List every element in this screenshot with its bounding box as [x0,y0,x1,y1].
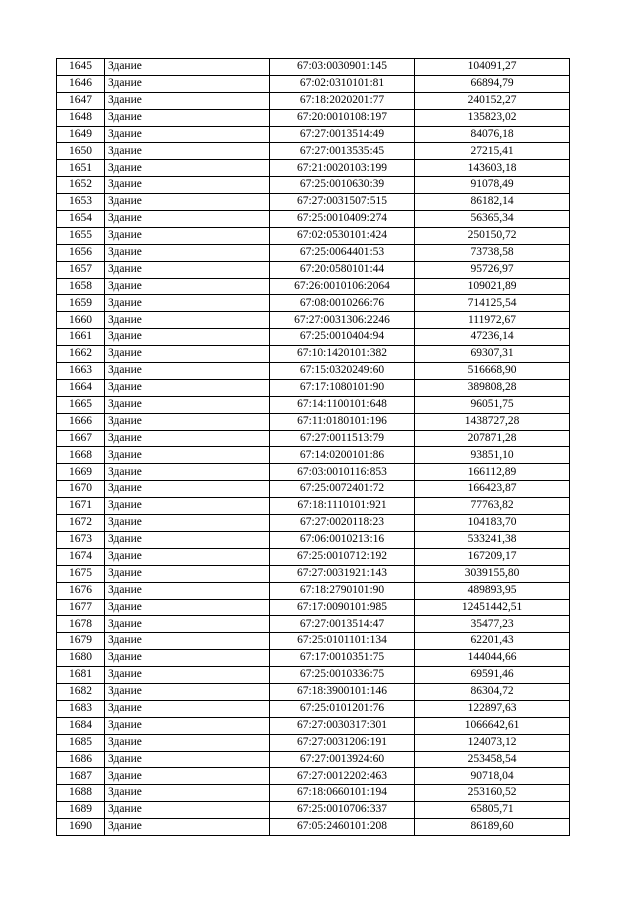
row-number-cell: 1680 [57,650,105,667]
cadastral-value-cell: 104183,70 [415,515,570,532]
cadastral-value-cell: 93851,10 [415,447,570,464]
object-type-cell: Здание [105,498,270,515]
cadastral-number-cell: 67:17:1080101:90 [270,379,415,396]
cadastral-value-cell: 250150,72 [415,227,570,244]
row-number-cell: 1682 [57,683,105,700]
row-number-cell: 1688 [57,785,105,802]
cadastral-value-cell: 714125,54 [415,295,570,312]
table-row [57,447,570,464]
table-row [57,278,570,295]
cadastral-value-cell: 516668,90 [415,363,570,380]
row-number-cell: 1684 [57,717,105,734]
table-row [57,194,570,211]
cadastral-number-cell: 67:25:0010706:337 [270,802,415,819]
row-number-cell: 1646 [57,75,105,92]
cadastral-value-cell: 124073,12 [415,734,570,751]
cadastral-value-cell: 95726,97 [415,261,570,278]
row-number-cell: 1653 [57,194,105,211]
row-number-cell: 1674 [57,548,105,565]
cadastral-number-cell: 67:25:0010712:192 [270,548,415,565]
table-row [57,346,570,363]
object-type-cell: Здание [105,227,270,244]
table-row [57,430,570,447]
row-number-cell: 1671 [57,498,105,515]
cadastral-number-cell: 67:10:1420101:382 [270,346,415,363]
cadastral-value-cell: 143603,18 [415,160,570,177]
row-number-cell: 1656 [57,244,105,261]
cadastral-number-cell: 67:08:0010266:76 [270,295,415,312]
cadastral-number-cell: 67:21:0020103:199 [270,160,415,177]
cadastral-number-cell: 67:25:0010404:94 [270,329,415,346]
cadastral-value-cell: 66894,79 [415,75,570,92]
cadastral-value-cell: 166112,89 [415,464,570,481]
cadastral-number-cell: 67:27:0013535:45 [270,143,415,160]
table-row [57,734,570,751]
cadastral-value-cell: 1066642,61 [415,717,570,734]
table-row [57,379,570,396]
table-row [57,548,570,565]
row-number-cell: 1665 [57,396,105,413]
cadastral-value-cell: 104091,27 [415,59,570,76]
object-type-cell: Здание [105,515,270,532]
table-row [57,59,570,76]
object-type-cell: Здание [105,75,270,92]
cadastral-number-cell: 67:25:0010409:274 [270,211,415,228]
cadastral-number-cell: 67:27:0030317:301 [270,717,415,734]
object-type-cell: Здание [105,819,270,836]
cadastral-number-cell: 67:20:0010108:197 [270,109,415,126]
cadastral-value-cell: 489893,95 [415,582,570,599]
row-number-cell: 1683 [57,700,105,717]
cadastral-number-cell: 67:27:0013514:49 [270,126,415,143]
object-type-cell: Здание [105,430,270,447]
cadastral-number-cell: 67:02:0530101:424 [270,227,415,244]
row-number-cell: 1668 [57,447,105,464]
row-number-cell: 1659 [57,295,105,312]
table-row [57,768,570,785]
object-type-cell: Здание [105,160,270,177]
object-type-cell: Здание [105,396,270,413]
cadastral-value-cell: 144044,66 [415,650,570,667]
cadastral-number-cell: 67:25:0010336:75 [270,667,415,684]
object-type-cell: Здание [105,616,270,633]
cadastral-value-cell: 91078,49 [415,177,570,194]
cadastral-number-cell: 67:25:0072401:72 [270,481,415,498]
table-row [57,396,570,413]
row-number-cell: 1654 [57,211,105,228]
cadastral-number-cell: 67:27:0013924:60 [270,751,415,768]
object-type-cell: Здание [105,785,270,802]
table-row [57,683,570,700]
row-number-cell: 1655 [57,227,105,244]
row-number-cell: 1679 [57,633,105,650]
table-row [57,802,570,819]
cadastral-register-table [56,58,570,836]
cadastral-value-cell: 62201,43 [415,633,570,650]
cadastral-value-cell: 86189,60 [415,819,570,836]
object-type-cell: Здание [105,126,270,143]
cadastral-value-cell: 253160,52 [415,785,570,802]
cadastral-value-cell: 77763,82 [415,498,570,515]
cadastral-number-cell: 67:18:2020201:77 [270,92,415,109]
table-row [57,599,570,616]
table-row [57,126,570,143]
row-number-cell: 1681 [57,667,105,684]
row-number-cell: 1687 [57,768,105,785]
table-row [57,363,570,380]
object-type-cell: Здание [105,143,270,160]
row-number-cell: 1648 [57,109,105,126]
row-number-cell: 1677 [57,599,105,616]
object-type-cell: Здание [105,211,270,228]
cadastral-value-cell: 207871,28 [415,430,570,447]
object-type-cell: Здание [105,582,270,599]
object-type-cell: Здание [105,650,270,667]
object-type-cell: Здание [105,751,270,768]
object-type-cell: Здание [105,59,270,76]
object-type-cell: Здание [105,363,270,380]
cadastral-value-cell: 533241,38 [415,531,570,548]
cadastral-number-cell: 67:25:0101201:76 [270,700,415,717]
cadastral-value-cell: 86304,72 [415,683,570,700]
row-number-cell: 1686 [57,751,105,768]
row-number-cell: 1660 [57,312,105,329]
object-type-cell: Здание [105,109,270,126]
row-number-cell: 1669 [57,464,105,481]
cadastral-value-cell: 27215,41 [415,143,570,160]
cadastral-number-cell: 67:05:2460101:208 [270,819,415,836]
row-number-cell: 1689 [57,802,105,819]
cadastral-number-cell: 67:18:3900101:146 [270,683,415,700]
cadastral-number-cell: 67:17:0010351:75 [270,650,415,667]
cadastral-number-cell: 67:06:0010213:16 [270,531,415,548]
table-row [57,667,570,684]
cadastral-number-cell: 67:03:0030901:145 [270,59,415,76]
table-row [57,481,570,498]
cadastral-number-cell: 67:03:0010116:853 [270,464,415,481]
object-type-cell: Здание [105,667,270,684]
row-number-cell: 1658 [57,278,105,295]
cadastral-number-cell: 67:02:0310101:81 [270,75,415,92]
cadastral-number-cell: 67:11:0180101:196 [270,413,415,430]
table-row [57,177,570,194]
row-number-cell: 1670 [57,481,105,498]
table-row [57,109,570,126]
table-row [57,633,570,650]
cadastral-value-cell: 47236,14 [415,329,570,346]
cadastral-value-cell: 253458,54 [415,751,570,768]
cadastral-number-cell: 67:27:0012202:463 [270,768,415,785]
table-row [57,819,570,836]
table-row [57,160,570,177]
object-type-cell: Здание [105,244,270,261]
cadastral-value-cell: 56365,34 [415,211,570,228]
object-type-cell: Здание [105,312,270,329]
table-row [57,413,570,430]
row-number-cell: 1662 [57,346,105,363]
table-body [57,59,570,836]
object-type-cell: Здание [105,194,270,211]
object-type-cell: Здание [105,599,270,616]
object-type-cell: Здание [105,481,270,498]
object-type-cell: Здание [105,768,270,785]
cadastral-number-cell: 67:27:0011513:79 [270,430,415,447]
table-row [57,92,570,109]
table-row [57,751,570,768]
row-number-cell: 1685 [57,734,105,751]
cadastral-value-cell: 135823,02 [415,109,570,126]
table-row [57,498,570,515]
cadastral-value-cell: 73738,58 [415,244,570,261]
object-type-cell: Здание [105,717,270,734]
table-row [57,261,570,278]
table-row [57,650,570,667]
cadastral-value-cell: 69307,31 [415,346,570,363]
row-number-cell: 1651 [57,160,105,177]
cadastral-number-cell: 67:26:0010106:2064 [270,278,415,295]
row-number-cell: 1666 [57,413,105,430]
row-number-cell: 1678 [57,616,105,633]
cadastral-number-cell: 67:18:0660101:194 [270,785,415,802]
row-number-cell: 1675 [57,565,105,582]
table-row [57,143,570,160]
table-row [57,329,570,346]
cadastral-value-cell: 3039155,80 [415,565,570,582]
row-number-cell: 1663 [57,363,105,380]
table-row [57,582,570,599]
table-row [57,531,570,548]
cadastral-number-cell: 67:27:0031507:515 [270,194,415,211]
table-row [57,244,570,261]
object-type-cell: Здание [105,802,270,819]
cadastral-value-cell: 84076,18 [415,126,570,143]
table-row [57,717,570,734]
cadastral-number-cell: 67:27:0031206:191 [270,734,415,751]
object-type-cell: Здание [105,683,270,700]
object-type-cell: Здание [105,464,270,481]
object-type-cell: Здание [105,734,270,751]
cadastral-value-cell: 65805,71 [415,802,570,819]
cadastral-number-cell: 67:25:0064401:53 [270,244,415,261]
cadastral-value-cell: 86182,14 [415,194,570,211]
cadastral-value-cell: 389808,28 [415,379,570,396]
cadastral-value-cell: 167209,17 [415,548,570,565]
table-row [57,75,570,92]
cadastral-number-cell: 67:17:0090101:985 [270,599,415,616]
row-number-cell: 1667 [57,430,105,447]
row-number-cell: 1649 [57,126,105,143]
row-number-cell: 1661 [57,329,105,346]
row-number-cell: 1657 [57,261,105,278]
cadastral-value-cell: 122897,63 [415,700,570,717]
cadastral-value-cell: 240152,27 [415,92,570,109]
cadastral-number-cell: 67:27:0013514:47 [270,616,415,633]
object-type-cell: Здание [105,379,270,396]
row-number-cell: 1672 [57,515,105,532]
object-type-cell: Здание [105,447,270,464]
row-number-cell: 1664 [57,379,105,396]
object-type-cell: Здание [105,261,270,278]
cadastral-number-cell: 67:20:0580101:44 [270,261,415,278]
table-row [57,700,570,717]
object-type-cell: Здание [105,295,270,312]
table-row [57,211,570,228]
table-row [57,295,570,312]
object-type-cell: Здание [105,413,270,430]
row-number-cell: 1673 [57,531,105,548]
table-row [57,227,570,244]
table-row [57,464,570,481]
object-type-cell: Здание [105,700,270,717]
cadastral-number-cell: 67:27:0031306:2246 [270,312,415,329]
table-row [57,515,570,532]
row-number-cell: 1650 [57,143,105,160]
cadastral-number-cell: 67:14:0200101:86 [270,447,415,464]
cadastral-number-cell: 67:18:2790101:90 [270,582,415,599]
row-number-cell: 1645 [57,59,105,76]
object-type-cell: Здание [105,92,270,109]
row-number-cell: 1676 [57,582,105,599]
object-type-cell: Здание [105,565,270,582]
cadastral-value-cell: 90718,04 [415,768,570,785]
cadastral-value-cell: 166423,87 [415,481,570,498]
object-type-cell: Здание [105,548,270,565]
object-type-cell: Здание [105,177,270,194]
cadastral-number-cell: 67:27:0031921:143 [270,565,415,582]
table-row [57,785,570,802]
object-type-cell: Здание [105,278,270,295]
table-row [57,565,570,582]
cadastral-number-cell: 67:25:0010630:39 [270,177,415,194]
cadastral-value-cell: 69591,46 [415,667,570,684]
object-type-cell: Здание [105,633,270,650]
object-type-cell: Здание [105,329,270,346]
cadastral-number-cell: 67:15:0320249:60 [270,363,415,380]
cadastral-value-cell: 109021,89 [415,278,570,295]
cadastral-value-cell: 35477,23 [415,616,570,633]
cadastral-number-cell: 67:25:0101101:134 [270,633,415,650]
object-type-cell: Здание [105,346,270,363]
cadastral-number-cell: 67:27:0020118:23 [270,515,415,532]
cadastral-value-cell: 96051,75 [415,396,570,413]
row-number-cell: 1690 [57,819,105,836]
table-row [57,616,570,633]
object-type-cell: Здание [105,531,270,548]
row-number-cell: 1647 [57,92,105,109]
cadastral-value-cell: 1438727,28 [415,413,570,430]
cadastral-number-cell: 67:18:1110101:921 [270,498,415,515]
cadastral-value-cell: 12451442,51 [415,599,570,616]
cadastral-value-cell: 111972,67 [415,312,570,329]
row-number-cell: 1652 [57,177,105,194]
cadastral-number-cell: 67:14:1100101:648 [270,396,415,413]
table-row [57,312,570,329]
